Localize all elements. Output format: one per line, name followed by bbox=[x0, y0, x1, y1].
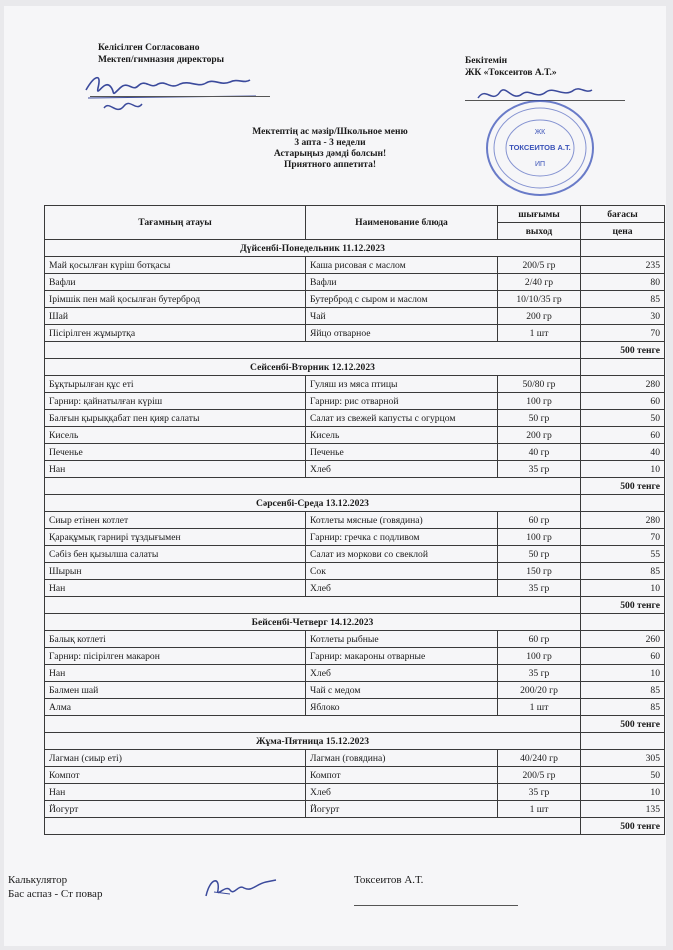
dish-name-kz: Лагман (сиыр еті) bbox=[45, 750, 306, 767]
menu-title-line4: Приятного аппетита! bbox=[283, 160, 376, 170]
dish-price: 10 bbox=[581, 461, 665, 478]
dish-name-kz: Печенье bbox=[45, 444, 306, 461]
table-row bbox=[45, 257, 665, 274]
table-row bbox=[45, 291, 665, 308]
table-row bbox=[45, 750, 665, 767]
menu-title-line1: Мектептің ас мәзір/Школьное меню bbox=[252, 127, 408, 137]
dish-output: 200 гр bbox=[498, 308, 581, 325]
header-name-ru: Наименование блюда bbox=[306, 206, 498, 240]
total-blank bbox=[45, 818, 581, 835]
total-row bbox=[45, 478, 665, 495]
dish-name-kz: Пісірілген жұмыртқа bbox=[45, 325, 306, 342]
day-title: Сәрсенбі-Среда 13.12.2023 bbox=[45, 495, 581, 512]
director-signature-line bbox=[90, 96, 270, 97]
header-price-kz: бағасы bbox=[581, 206, 665, 223]
dish-name-kz: Нан bbox=[45, 461, 306, 478]
header-name-kz: Тағамның атауы bbox=[45, 206, 306, 240]
dish-name-kz: Шай bbox=[45, 308, 306, 325]
table-row bbox=[45, 376, 665, 393]
dish-price: 30 bbox=[581, 308, 665, 325]
dish-name-kz: Алма bbox=[45, 699, 306, 716]
dish-name-ru: Гарнир: макароны отварные bbox=[306, 648, 498, 665]
dish-price: 80 bbox=[581, 274, 665, 291]
table-row bbox=[45, 325, 665, 342]
total-blank bbox=[45, 597, 581, 614]
dish-name-ru: Каша рисовая с маслом bbox=[306, 257, 498, 274]
table-row bbox=[45, 631, 665, 648]
day-row bbox=[45, 359, 665, 376]
dish-price: 10 bbox=[581, 665, 665, 682]
dish-price: 70 bbox=[581, 529, 665, 546]
footer-roles bbox=[8, 873, 102, 901]
dish-name-ru: Компот bbox=[306, 767, 498, 784]
dish-name-ru: Салат из моркови со свеклой bbox=[306, 546, 498, 563]
dish-price: 305 bbox=[581, 750, 665, 767]
dish-name-ru: Вафли bbox=[306, 274, 498, 291]
dish-output: 1 шт bbox=[498, 801, 581, 818]
stamp-bottom: ИП bbox=[534, 161, 546, 168]
dish-price: 260 bbox=[581, 631, 665, 648]
table-row bbox=[45, 393, 665, 410]
day-price-empty bbox=[581, 359, 665, 376]
day-title: Дүйсенбі-Понедельник 11.12.2023 bbox=[45, 240, 581, 257]
dish-output: 200/20 гр bbox=[498, 682, 581, 699]
dish-name-kz: Балық котлеті bbox=[45, 631, 306, 648]
dish-output: 60 гр bbox=[498, 631, 581, 648]
dish-name-kz: Балғын қырыққабат пен қияр салаты bbox=[45, 410, 306, 427]
stamp-name: ТОКСЕИТОВ А.Т. bbox=[509, 143, 571, 152]
dish-price: 60 bbox=[581, 393, 665, 410]
dish-name-ru: Печенье bbox=[306, 444, 498, 461]
table-row bbox=[45, 801, 665, 818]
day-row bbox=[45, 614, 665, 631]
day-title: Бейсенбі-Четверг 14.12.2023 bbox=[45, 614, 581, 631]
header-price-ru: цена bbox=[581, 223, 665, 240]
total-blank bbox=[45, 342, 581, 359]
dish-output: 40/240 гр bbox=[498, 750, 581, 767]
company-stamp bbox=[484, 98, 596, 198]
dish-name-kz: Сиыр етінен котлет bbox=[45, 512, 306, 529]
dish-name-ru: Сок bbox=[306, 563, 498, 580]
dish-output: 100 гр bbox=[498, 393, 581, 410]
dish-name-kz: Ірімшік пен май қосылған бутерброд bbox=[45, 291, 306, 308]
footer-role-calculator: Калькулятор bbox=[8, 874, 68, 886]
table-row bbox=[45, 546, 665, 563]
menu-title-line2: 3 апта - 3 недели bbox=[294, 138, 366, 148]
dish-name-kz: Нан bbox=[45, 665, 306, 682]
director-signature bbox=[80, 68, 280, 130]
table-row bbox=[45, 529, 665, 546]
day-title: Жұма-Пятница 15.12.2023 bbox=[45, 733, 581, 750]
dish-name-ru: Гуляш из мяса птицы bbox=[306, 376, 498, 393]
day-total: 500 тенге bbox=[581, 342, 665, 359]
dish-price: 85 bbox=[581, 699, 665, 716]
dish-name-ru: Гарнир: рис отварной bbox=[306, 393, 498, 410]
footer-signature-line bbox=[354, 905, 518, 906]
dish-output: 50 гр bbox=[498, 410, 581, 427]
menu-table-body bbox=[45, 240, 665, 835]
approval-right bbox=[465, 55, 557, 79]
approval-right-line1: Бекітемін bbox=[465, 56, 508, 66]
table-row bbox=[45, 410, 665, 427]
menu-table bbox=[44, 205, 665, 835]
dish-name-kz: Компот bbox=[45, 767, 306, 784]
dish-name-ru: Хлеб bbox=[306, 665, 498, 682]
table-row bbox=[45, 563, 665, 580]
dish-name-ru: Чай bbox=[306, 308, 498, 325]
dish-name-kz: Йогурт bbox=[45, 801, 306, 818]
dish-name-ru: Чай с медом bbox=[306, 682, 498, 699]
dish-price: 280 bbox=[581, 376, 665, 393]
menu-title bbox=[210, 127, 450, 171]
table-row bbox=[45, 784, 665, 801]
dish-output: 60 гр bbox=[498, 512, 581, 529]
chef-signature bbox=[200, 870, 280, 904]
dish-output: 50 гр bbox=[498, 546, 581, 563]
dish-price: 60 bbox=[581, 427, 665, 444]
dish-output: 200/5 гр bbox=[498, 257, 581, 274]
dish-output: 200 гр bbox=[498, 427, 581, 444]
dish-price: 85 bbox=[581, 291, 665, 308]
dish-name-ru: Йогурт bbox=[306, 801, 498, 818]
day-row bbox=[45, 495, 665, 512]
dish-name-ru: Яблоко bbox=[306, 699, 498, 716]
dish-output: 10/10/35 гр bbox=[498, 291, 581, 308]
dish-output: 150 гр bbox=[498, 563, 581, 580]
dish-name-kz: Балмен шай bbox=[45, 682, 306, 699]
day-total: 500 тенге bbox=[581, 716, 665, 733]
dish-output: 2/40 гр bbox=[498, 274, 581, 291]
approval-right-line2: ЖК «Токсеитов А.Т.» bbox=[465, 68, 557, 78]
day-total: 500 тенге bbox=[581, 478, 665, 495]
dish-price: 55 bbox=[581, 546, 665, 563]
dish-price: 10 bbox=[581, 580, 665, 597]
table-row bbox=[45, 308, 665, 325]
table-row bbox=[45, 461, 665, 478]
dish-price: 60 bbox=[581, 648, 665, 665]
day-price-empty bbox=[581, 240, 665, 257]
table-row bbox=[45, 699, 665, 716]
dish-name-ru: Бутерброд с сыром и маслом bbox=[306, 291, 498, 308]
dish-price: 40 bbox=[581, 444, 665, 461]
dish-name-kz: Кисель bbox=[45, 427, 306, 444]
dish-name-kz: Гарнир: қайнатылған күріш bbox=[45, 393, 306, 410]
day-total: 500 тенге bbox=[581, 818, 665, 835]
menu-title-line3: Астарыңыз дәмді болсын! bbox=[273, 149, 387, 159]
dish-price: 135 bbox=[581, 801, 665, 818]
dish-output: 200/5 гр bbox=[498, 767, 581, 784]
day-price-empty bbox=[581, 733, 665, 750]
dish-output: 35 гр bbox=[498, 461, 581, 478]
dish-output: 40 гр bbox=[498, 444, 581, 461]
dish-name-kz: Май қосылған күріш ботқасы bbox=[45, 257, 306, 274]
table-header-row bbox=[45, 206, 665, 223]
dish-output: 100 гр bbox=[498, 648, 581, 665]
total-row bbox=[45, 818, 665, 835]
dish-name-ru: Котлеты рыбные bbox=[306, 631, 498, 648]
header-output-ru: выход bbox=[498, 223, 581, 240]
dish-name-kz: Гарнир: пісірілген макарон bbox=[45, 648, 306, 665]
dish-price: 85 bbox=[581, 563, 665, 580]
day-price-empty bbox=[581, 495, 665, 512]
dish-price: 70 bbox=[581, 325, 665, 342]
table-row bbox=[45, 444, 665, 461]
dish-output: 1 шт bbox=[498, 699, 581, 716]
dish-price: 50 bbox=[581, 410, 665, 427]
dish-name-kz: Қарақұмық гарнирі тұздығымен bbox=[45, 529, 306, 546]
table-row bbox=[45, 682, 665, 699]
footer-name: Токсеитов А.Т. bbox=[354, 874, 424, 886]
dish-output: 1 шт bbox=[498, 325, 581, 342]
total-row bbox=[45, 597, 665, 614]
dish-name-kz: Сәбіз бен қызылша салаты bbox=[45, 546, 306, 563]
dish-output: 100 гр bbox=[498, 529, 581, 546]
table-row bbox=[45, 512, 665, 529]
dish-name-kz: Нан bbox=[45, 580, 306, 597]
dish-name-ru: Гарнир: гречка с подливом bbox=[306, 529, 498, 546]
dish-name-ru: Яйцо отварное bbox=[306, 325, 498, 342]
approval-left-line2: Мектеп/гимназия директоры bbox=[98, 55, 225, 65]
stamp-top: ЖК bbox=[534, 129, 546, 136]
table-row bbox=[45, 767, 665, 784]
dish-price: 85 bbox=[581, 682, 665, 699]
dish-output: 50/80 гр bbox=[498, 376, 581, 393]
day-row bbox=[45, 240, 665, 257]
dish-name-ru: Хлеб bbox=[306, 461, 498, 478]
dish-name-ru: Котлеты мясные (говядина) bbox=[306, 512, 498, 529]
day-row bbox=[45, 733, 665, 750]
total-row bbox=[45, 716, 665, 733]
table-row bbox=[45, 580, 665, 597]
table-row bbox=[45, 274, 665, 291]
dish-name-ru: Салат из свежей капусты с огурцом bbox=[306, 410, 498, 427]
dish-output: 35 гр bbox=[498, 580, 581, 597]
dish-price: 50 bbox=[581, 767, 665, 784]
dish-price: 235 bbox=[581, 257, 665, 274]
header-output-kz: шығымы bbox=[498, 206, 581, 223]
approval-left bbox=[98, 42, 224, 66]
dish-price: 10 bbox=[581, 784, 665, 801]
table-row bbox=[45, 665, 665, 682]
dish-name-kz: Шырын bbox=[45, 563, 306, 580]
dish-name-kz: Бұқтырылған құс еті bbox=[45, 376, 306, 393]
dish-output: 35 гр bbox=[498, 784, 581, 801]
day-total: 500 тенге bbox=[581, 597, 665, 614]
dish-name-kz: Вафли bbox=[45, 274, 306, 291]
total-blank bbox=[45, 478, 581, 495]
total-row bbox=[45, 342, 665, 359]
dish-name-ru: Лагман (говядина) bbox=[306, 750, 498, 767]
day-price-empty bbox=[581, 614, 665, 631]
dish-output: 35 гр bbox=[498, 665, 581, 682]
dish-name-ru: Хлеб bbox=[306, 784, 498, 801]
dish-name-ru: Хлеб bbox=[306, 580, 498, 597]
total-blank bbox=[45, 716, 581, 733]
dish-name-kz: Нан bbox=[45, 784, 306, 801]
dish-name-ru: Кисель bbox=[306, 427, 498, 444]
day-title: Сейсенбі-Вторник 12.12.2023 bbox=[45, 359, 581, 376]
footer-role-chef: Бас аспаз - Ст повар bbox=[8, 888, 103, 900]
table-row bbox=[45, 427, 665, 444]
approval-left-line1: Келісілген Согласовано bbox=[98, 43, 200, 53]
table-row bbox=[45, 648, 665, 665]
dish-price: 280 bbox=[581, 512, 665, 529]
